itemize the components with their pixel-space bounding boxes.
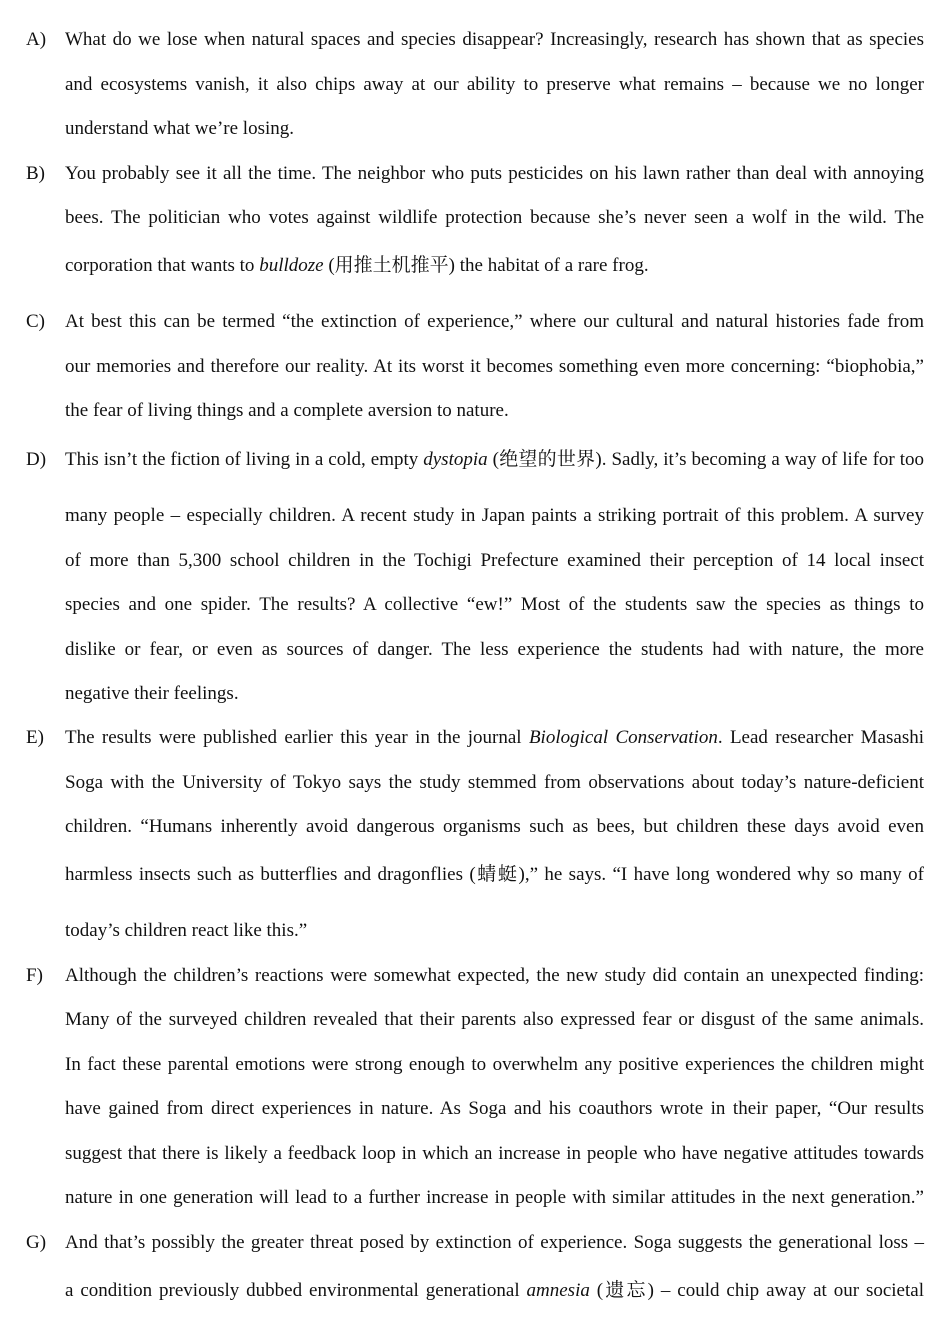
text-segment: (绝望的世界). Sadly, it’s becoming a way of life for too: [487, 449, 924, 470]
text-segment: suggest that there is likely a feedback loop in which an increase in people who have negative attitudes towards: [65, 1143, 924, 1164]
paragraph-line: [65, 308, 924, 336]
text-segment: many people – especially children. A recent study in Japan paints a striking portrait of this problem. A survey: [65, 505, 924, 526]
italic-term: amnesia: [526, 1280, 590, 1301]
italic-term: dystopia: [423, 449, 488, 470]
paragraph-line: [65, 1095, 924, 1123]
italic-term: bulldoze: [259, 255, 324, 276]
paragraph-line: [65, 397, 924, 425]
paragraph-line: [65, 115, 924, 143]
paragraph-line: [65, 1140, 924, 1168]
paragraph-line: [65, 1051, 924, 1079]
paragraph-line: [65, 1006, 924, 1034]
paragraph-label: E): [26, 727, 44, 748]
paragraph-line: [65, 547, 924, 575]
text-segment: have gained from direct experiences in nature. As Soga and his coauthors wrote in their paper, “Our results: [65, 1098, 924, 1119]
text-segment: today’s children react like this.”: [65, 920, 308, 941]
text-segment: corporation that wants to: [65, 255, 260, 276]
text-segment: species and one spider. The results? A collective “ew!” Most of the students saw the species as things to: [65, 594, 924, 615]
text-segment: children. “Humans inherently avoid dangerous organisms such as bees, but children these days avoid even: [65, 816, 924, 837]
text-segment: nature in one generation will lead to a further increase in people with similar attitudes in the next generation.”: [65, 1187, 924, 1208]
paragraph-line: [65, 160, 924, 188]
text-segment: . Lead researcher Masashi: [717, 727, 924, 748]
paragraph-label: D): [26, 449, 47, 470]
text-segment: The results were published earlier this year in the journal: [65, 727, 529, 748]
paragraph-line: [65, 71, 924, 99]
paragraph-line: [65, 962, 924, 990]
paragraph-line: [65, 353, 924, 381]
text-segment: negative their feelings.: [65, 683, 239, 704]
paragraph-label: G): [26, 1232, 47, 1253]
text-segment: the fear of living things and a complete aversion to nature.: [65, 400, 509, 421]
paragraph-line: [65, 26, 924, 54]
text-segment: At best this can be termed “the extinction of experience,” where our cultural and natural histories fade from: [65, 311, 924, 332]
paragraph-line: [65, 680, 924, 708]
paragraph-label: B): [26, 163, 45, 184]
text-segment: What do we lose when natural spaces and species disappear? Increasingly, research has shown that as species: [65, 29, 924, 50]
paragraph-line: [65, 591, 924, 619]
paragraph-line: [65, 1277, 924, 1305]
paragraph-line: [65, 769, 924, 797]
text-segment: And that’s possibly the greater threat posed by extinction of experience. Soga suggests the generational loss –: [65, 1232, 924, 1253]
text-segment: and ecosystems vanish, it also chips away at our ability to preserve what remains – because we no longer: [65, 74, 924, 95]
text-segment: our memories and therefore our reality. At its worst it becomes something even more concerning: “biophobia,”: [65, 356, 924, 377]
text-segment: Many of the surveyed children revealed that their parents also expressed fear or disgust of the same animals.: [65, 1009, 924, 1030]
paragraph-line: [65, 446, 924, 474]
paragraph-line: [65, 636, 924, 664]
text-segment: harmless insects such as butterflies and dragonflies (蜻蜓),” he says. “I have long wondered why so many of: [65, 864, 924, 885]
italic-term: Biological Conservation: [528, 727, 718, 748]
text-segment: This isn’t the fiction of living in a cold, empty: [65, 449, 424, 470]
paragraph-line: [65, 724, 924, 752]
paragraph-line: [65, 917, 924, 945]
paragraph-label: F): [26, 965, 43, 986]
paragraph-line: [65, 1229, 924, 1257]
text-segment: understand what we’re losing.: [65, 118, 294, 139]
text-segment: In fact these parental emotions were strong enough to overwhelm any positive experiences the children might: [65, 1054, 924, 1075]
paragraph-label: C): [26, 311, 45, 332]
paragraph-label: A): [26, 29, 47, 50]
text-segment: (遗忘) – could chip away at our societal: [589, 1280, 924, 1301]
text-segment: (用推土机推平) the habitat of a rare frog.: [323, 255, 649, 276]
paragraph-line: [65, 252, 924, 280]
paragraph-line: [65, 861, 924, 889]
text-segment: Soga with the University of Tokyo says the study stemmed from observations about today’s nature-deficient: [65, 772, 924, 793]
text-segment: Although the children’s reactions were somewhat expected, the new study did contain an unexpected finding:: [65, 965, 924, 986]
paragraph-line: [65, 204, 924, 232]
paragraph-line: [65, 813, 924, 841]
text-segment: bees. The politician who votes against wildlife protection because she’s never seen a wolf in the wild. The: [65, 207, 924, 228]
text-segment: dislike or fear, or even as sources of danger. The less experience the students had with nature, the more: [65, 639, 924, 660]
paragraph-line: [65, 1184, 924, 1212]
text-segment: a condition previously dubbed environmental generational: [65, 1280, 527, 1301]
text-segment: of more than 5,300 school children in the Tochigi Prefecture examined their perception of 14 local insect: [65, 550, 924, 571]
paragraph-line: [65, 502, 924, 530]
text-segment: You probably see it all the time. The neighbor who puts pesticides on his lawn rather than deal with annoying: [65, 163, 924, 184]
